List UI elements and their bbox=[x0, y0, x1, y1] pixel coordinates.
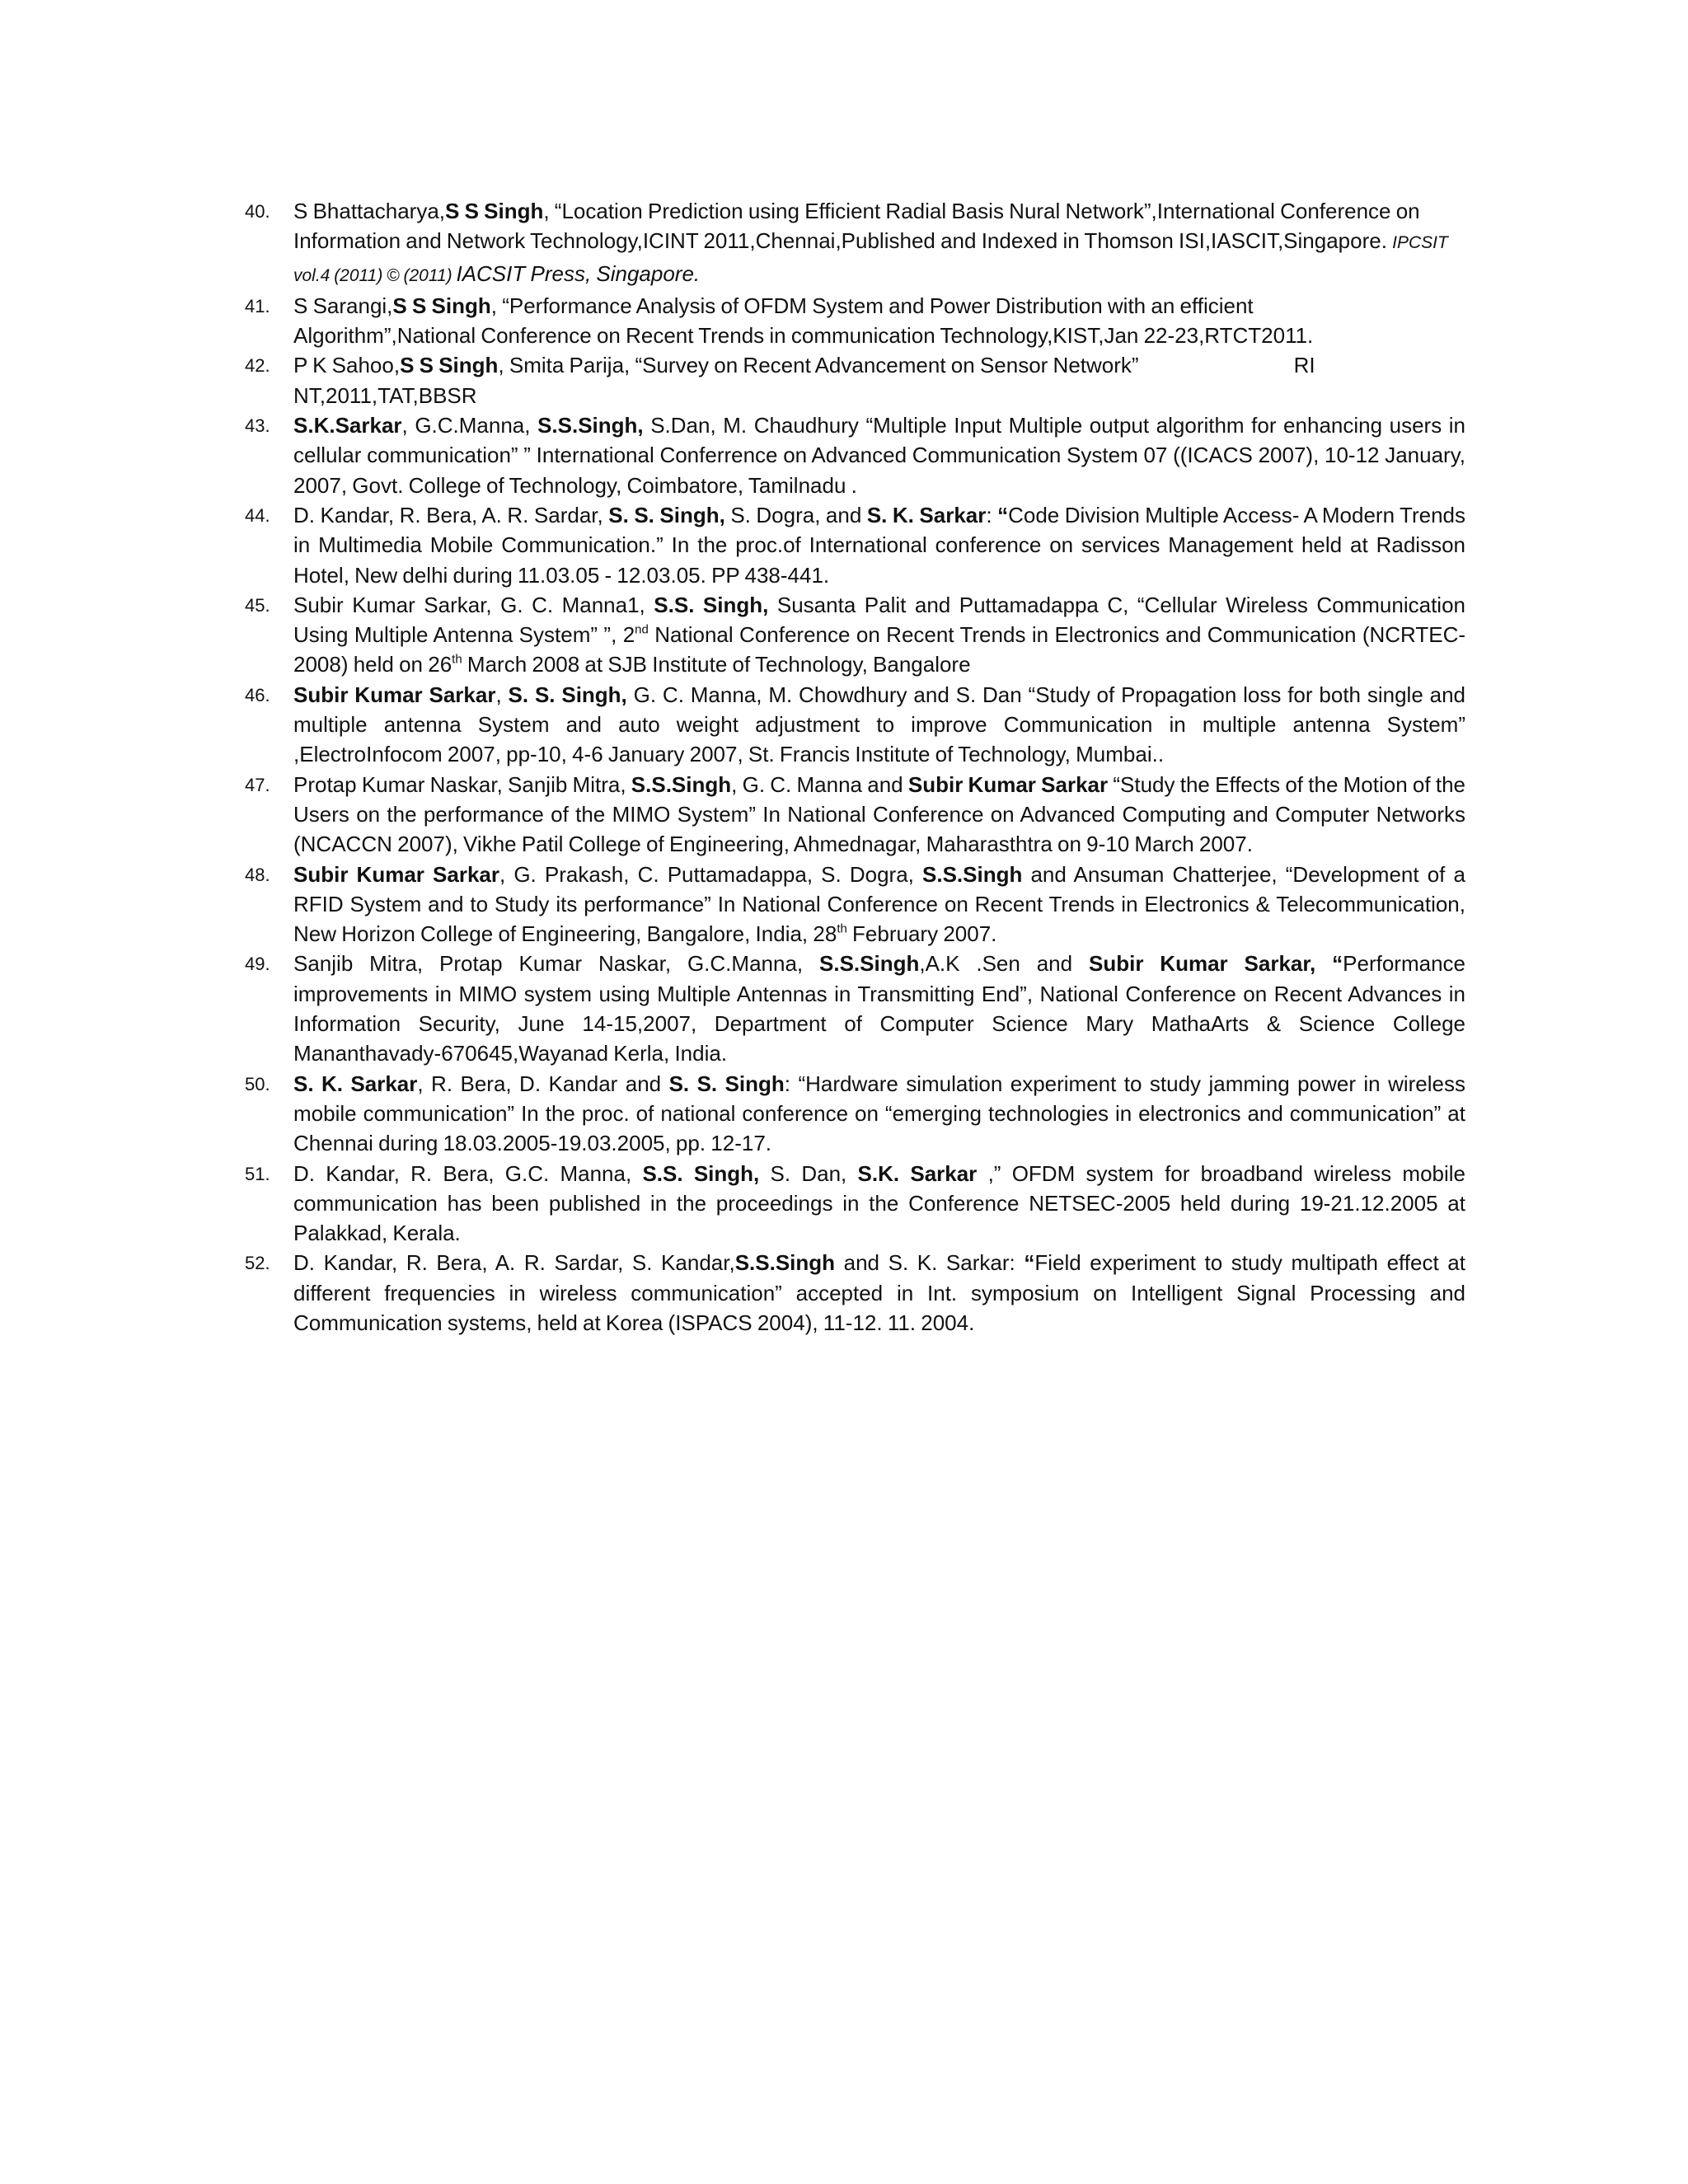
author-name-bold: S.S. Singh, bbox=[654, 592, 769, 617]
reference-segment: ,” OFDM system for broadband wireless mobile communication has been published in the proceedings in the Conference NETSEC-2005 held during 19-21.12.2005 at Palakkad, Kerala. bbox=[293, 1160, 1466, 1246]
author-name-bold: “ bbox=[1024, 1250, 1035, 1276]
reference-item bbox=[245, 1159, 1465, 1249]
publisher-note: IACSIT Press, Singapore. bbox=[456, 260, 701, 286]
author-name-bold: S.K. Sarkar bbox=[857, 1160, 978, 1186]
author-name-bold: Subir Kumar Sarkar bbox=[907, 771, 1109, 797]
author-name-bold: S. S. Singh, bbox=[508, 682, 627, 707]
reference-segment: “Study the Effects of the Motion of the Users on the performance of the MIMO System” In National Conference on Advanced Computing and Computer Networks (NCACCN 2007), Vikhe Patil College of Engineering, Ahmednagar, Maharasthtra on 9-10 March 2007. bbox=[293, 771, 1465, 857]
author-name-bold: S.K.Sarkar bbox=[293, 413, 402, 438]
reference-text bbox=[293, 291, 1465, 351]
reference-segment: G. C. Manna, M. Chowdhury and S. Dan “Study of Propagation loss for both single and multiple antenna System and auto weight adjustment to improve Communication in multiple antenna System” ,ElectroInfocom 2007, pp-10, 4-6 January 2007, St. Francis Institute of Technology, Mumbai.. bbox=[293, 682, 1465, 767]
author-name-bold: S.S.Singh bbox=[734, 1250, 836, 1276]
author-name-bold: Subir Kumar Sarkar bbox=[293, 682, 496, 707]
superscript-text: th bbox=[452, 652, 462, 667]
reference-number: 47. bbox=[245, 774, 270, 795]
reference-segment: , G. Prakash, C. Puttamadappa, S. Dogra, bbox=[499, 861, 922, 887]
author-name-bold: S.S.Singh bbox=[922, 861, 1023, 887]
reference-text bbox=[293, 350, 1465, 410]
reference-segment: S Bhattacharya, bbox=[293, 199, 445, 223]
author-name-bold: Subir Kumar Sarkar, “ bbox=[1088, 951, 1343, 977]
reference-number: 49. bbox=[245, 954, 270, 975]
reference-text bbox=[293, 196, 1465, 291]
reference-segment: , R. Bera, D. Kandar and bbox=[417, 1071, 669, 1096]
reference-segment: Field experiment to study multipath effect at different frequencies in wireless communication” accepted in Int. symposium on Intelligent Signal Processing and Communication systems, held at Korea (ISPACS 2004), 11-12. 11. 2004. bbox=[293, 1250, 1465, 1335]
reference-number: 51. bbox=[245, 1163, 270, 1184]
author-name-bold: S. K. Sarkar bbox=[293, 1071, 418, 1096]
reference-item bbox=[245, 680, 1465, 770]
reference-segment: Subir Kumar Sarkar, G. C. Manna1, bbox=[293, 592, 654, 617]
reference-segment: Algorithm”,National Conference on Recent Trends in communication Technology,KIST,Jan 22-23,RTCT2011. bbox=[293, 323, 1314, 349]
reference-item bbox=[245, 770, 1465, 860]
reference-segment: Sanjib Mitra, Protap Kumar Naskar, G.C.Manna, bbox=[293, 951, 820, 977]
author-name-bold: S S Singh bbox=[392, 293, 491, 318]
reference-number: 43. bbox=[245, 415, 270, 437]
author-name-bold: S S Singh bbox=[400, 353, 499, 378]
reference-number: 40. bbox=[245, 201, 270, 222]
reference-segment: NT,2011,TAT,BBSR bbox=[293, 382, 477, 408]
reference-text bbox=[293, 680, 1465, 770]
author-name-bold: S.S.Singh bbox=[819, 951, 920, 977]
reference-segment: Performance improvements in MIMO system using Multiple Antennas in Transmitting End”, National Conference on Recent Advances in Information Security, June 14-15,2007, Department of Computer Science Mary MathaArts & Science College Mananthavady-670645,Wayanad Kerla, India. bbox=[293, 951, 1465, 1066]
reference-segment: Susanta Palit and Puttamadappa C, “Cellular Wireless Communication Using Multiple Antenna System” ”, 2 bbox=[293, 592, 1465, 648]
author-name-bold: S. K. Sarkar bbox=[866, 502, 987, 527]
reference-segment: D. Kandar, R. Bera, A. R. Sardar, S. Kandar, bbox=[293, 1250, 735, 1276]
reference-item bbox=[245, 949, 1465, 1068]
author-name-bold: S S Singh bbox=[445, 199, 544, 223]
reference-segment: S. Dan, bbox=[759, 1160, 858, 1186]
reference-segment: , G. C. Manna and bbox=[731, 771, 908, 797]
reference-text bbox=[293, 860, 1465, 949]
reference-segment: and Ansuman Chatterjee, “Development of a RFID System and to Study its performance” In National Conference on Recent Trends in Electronics & Telecommunication, New Horizon College of Engineering, Bangalore, India, 28 bbox=[293, 861, 1465, 947]
reference-number: 48. bbox=[245, 864, 270, 885]
reference-segment: D. Kandar, R. Bera, A. R. Sardar, bbox=[293, 502, 609, 527]
reference-segment: S. Dogra, and bbox=[724, 502, 867, 527]
reference-segment: D. Kandar, R. Bera, G.C. Manna, bbox=[293, 1160, 643, 1186]
reference-segment: ,A.K .Sen and bbox=[919, 951, 1089, 977]
reference-number: 50. bbox=[245, 1073, 270, 1094]
reference-text bbox=[293, 500, 1465, 590]
reference-item bbox=[245, 350, 1465, 410]
reference-text bbox=[293, 770, 1465, 860]
author-name-bold: Subir Kumar Sarkar bbox=[293, 861, 499, 887]
superscript-text: th bbox=[837, 921, 847, 936]
reference-segment: Protap Kumar Naskar, Sanjib Mitra, bbox=[293, 771, 631, 797]
reference-list bbox=[245, 196, 1465, 1338]
author-name-bold: S.S.Singh, bbox=[537, 413, 644, 438]
reference-text bbox=[293, 1069, 1465, 1159]
reference-segment: : “Hardware simulation experiment to study jamming power in wireless mobile communication” In the proc. of national conference on “emerging technologies in electronics and communication” at Chennai during 18.03.2005-19.03.2005, pp. 12-17. bbox=[293, 1071, 1465, 1156]
reference-number: 44. bbox=[245, 504, 270, 526]
author-name-bold: S.S.Singh bbox=[631, 771, 732, 797]
author-name-bold: S. S. Singh, bbox=[608, 502, 725, 527]
reference-number: 52. bbox=[245, 1253, 270, 1274]
reference-segment: , Smita Parija, “Survey on Recent Advancement on Sensor Network” bbox=[498, 353, 1139, 378]
reference-segment: , “Performance Analysis of OFDM System and Power Distribution with an efficient bbox=[490, 293, 1254, 318]
reference-segment: RI bbox=[1293, 353, 1315, 378]
author-name-bold: “ bbox=[997, 502, 1009, 527]
reference-text bbox=[293, 949, 1465, 1068]
reference-item bbox=[245, 196, 1465, 291]
reference-text bbox=[293, 1248, 1465, 1338]
reference-text bbox=[293, 1159, 1465, 1249]
reference-segment: S.Dan, M. Chaudhury “Multiple Input Multiple output algorithm for enhancing users in cellular communication” ” International Conferrence on Advanced Communication System 07 ((ICACS 2007), 10-12 January, 2007, Govt. College of Technology, Coimbatore, Tamilnadu . bbox=[293, 413, 1465, 498]
publisher-note: IPCSIT vol.4 (2011) © (2011) bbox=[293, 233, 1448, 285]
reference-segment: and S. K. Sarkar: bbox=[835, 1250, 1025, 1276]
reference-segment: National Conference on Recent Trends in Electronics and Communication (NCRTEC-2008) held on 26 bbox=[293, 622, 1465, 677]
reference-number: 45. bbox=[245, 594, 270, 616]
reference-segment: Code Division Multiple Access- A Modern Trends in Multimedia Mobile Communication.” In the proc.of International conference on services Management held at Radisson Hotel, New delhi during 11.03.05 - 12.03.05. PP 438-441. bbox=[293, 502, 1466, 588]
reference-segment: P K Sahoo, bbox=[293, 353, 401, 378]
reference-item bbox=[245, 291, 1465, 351]
reference-item bbox=[245, 410, 1465, 500]
reference-text bbox=[293, 410, 1465, 500]
reference-number: 46. bbox=[245, 684, 270, 705]
reference-segment: February 2007. bbox=[846, 921, 997, 947]
reference-segment: , “Location Prediction using Efficient Radial Basis Nural Network”,International Conference on Information and Network Technology,ICINT 2011,Chennai,Published and Indexed in Thomson ISI,IASCIT,Singapore. bbox=[293, 199, 1420, 254]
reference-item bbox=[245, 500, 1465, 590]
reference-text bbox=[293, 590, 1465, 680]
reference-segment: S Sarangi, bbox=[293, 293, 393, 318]
reference-item bbox=[245, 860, 1465, 949]
reference-number: 41. bbox=[245, 295, 270, 316]
reference-segment: , bbox=[495, 682, 509, 707]
author-name-bold: S.S. Singh, bbox=[642, 1160, 760, 1186]
reference-segment: , G.C.Manna, bbox=[401, 413, 538, 438]
reference-item bbox=[245, 590, 1465, 680]
reference-segment: : bbox=[986, 502, 998, 527]
reference-item bbox=[245, 1069, 1465, 1159]
author-name-bold: S. S. Singh bbox=[668, 1071, 785, 1096]
reference-segment: March 2008 at SJB Institute of Technology, Bangalore bbox=[462, 652, 971, 677]
reference-item bbox=[245, 1248, 1465, 1338]
superscript-text: nd bbox=[635, 622, 649, 637]
reference-number: 42. bbox=[245, 355, 270, 377]
